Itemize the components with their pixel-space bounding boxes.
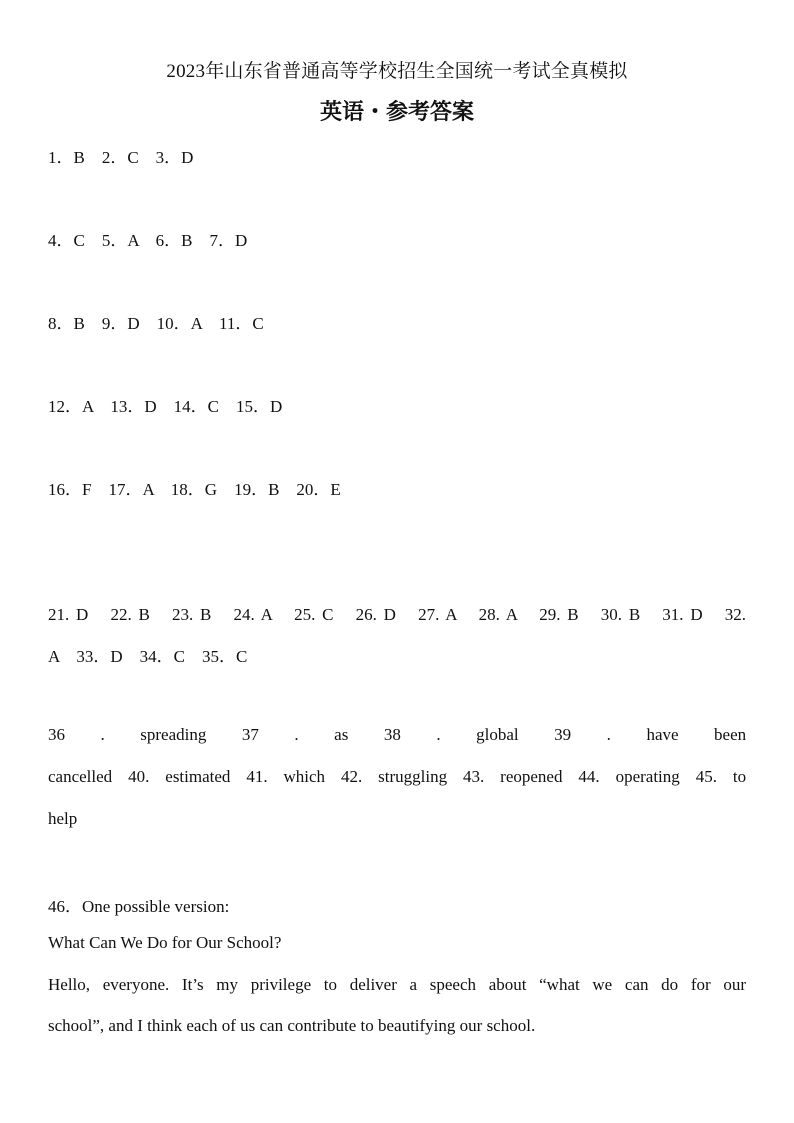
- grammar-dot: .: [606, 725, 611, 744]
- grammar-line-2: [48, 767, 746, 787]
- answer-row-2: 4．C 5．A 6．B 7．D: [48, 231, 248, 250]
- grammar-dot: .: [436, 725, 441, 744]
- grammar-item: 36: [48, 725, 65, 744]
- grammar-item: 39: [554, 725, 572, 744]
- grammar-item: 42. struggling: [340, 767, 448, 786]
- grammar-item: have: [646, 725, 679, 744]
- grammar-item: 45. to: [695, 767, 747, 786]
- grammar-item: cancelled: [48, 767, 113, 786]
- grammar-item: 38: [383, 725, 401, 744]
- grammar-item: 37: [241, 725, 259, 744]
- essay-line-2: school”, and I think each of us can contribute to beautifying our school.: [48, 1016, 536, 1035]
- grammar-item: spreading: [140, 725, 207, 744]
- grammar-item: 43. reopened: [463, 767, 563, 786]
- writing-heading: 46．One possible version:: [48, 897, 230, 916]
- answer-row-6: [48, 600, 746, 625]
- answer-row-1: 1．B 2．C 3．D: [48, 148, 194, 167]
- grammar-dot: .: [100, 725, 105, 744]
- essay-title: What Can We Do for Our School?: [48, 933, 282, 952]
- grammar-item: 41. which: [246, 767, 326, 786]
- answer-row-7: A 33．D 34．C 35．C: [48, 647, 248, 666]
- answer-row-5: 16．F 17．A 18．G 19．B 20．E: [48, 480, 341, 499]
- grammar-item: as: [334, 725, 349, 744]
- answer-key-subtitle: 英语・参考答案: [319, 100, 474, 125]
- answer-row-3: 8．B 9．D 10．A 11．C: [48, 314, 264, 333]
- answer-row-6-text: 21. D 22. B 23. B 24. A 25. C 26. D 27. A 28. A 29. B 30. B 31. D 32.: [48, 605, 746, 624]
- grammar-item: 40. estimated: [128, 767, 231, 786]
- grammar-item: been: [714, 725, 747, 744]
- answer-row-4: 12．A 13．D 14．C 15．D: [48, 397, 283, 416]
- grammar-item: 44. operating: [578, 767, 680, 786]
- grammar-line-1: [48, 725, 746, 745]
- essay-line-1: [48, 975, 746, 995]
- essay-line-1-text: Hello, everyone. It’s my privilege to deliver a speech about “what we can do for our: [48, 975, 746, 994]
- grammar-dot: .: [294, 725, 299, 744]
- grammar-line-3: help: [48, 809, 78, 828]
- exam-title: 2023年山东省普通高等学校招生全国统一考试全真模拟: [166, 61, 628, 82]
- grammar-item: global: [476, 725, 519, 744]
